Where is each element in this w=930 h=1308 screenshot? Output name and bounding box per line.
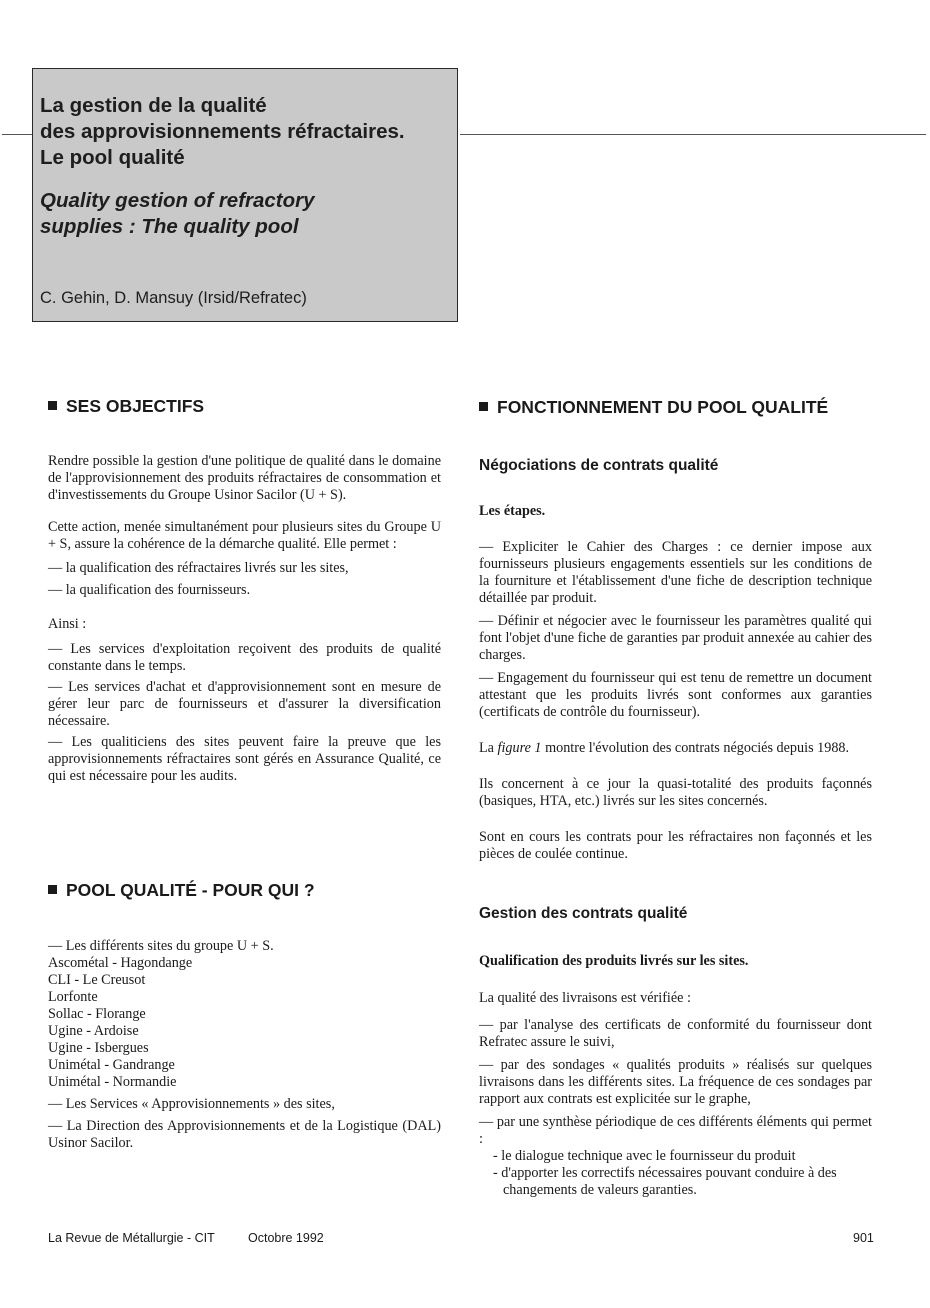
site-item: Unimétal - Gandrange	[48, 1057, 175, 1073]
objectifs-body	[48, 453, 441, 785]
concernent-paragraph: Ils concernent à ce jour la quasi-totalité des produits façonnés (basiques, HTA, etc.) livrés sur les sites concernés.	[479, 776, 872, 809]
subsection-title-gestion: Gestion des contrats qualité	[479, 905, 688, 922]
header-rule-left	[2, 134, 32, 135]
footer-journal: La Revue de Métallurgie - CIT	[48, 1231, 215, 1245]
page-number: 901	[853, 1231, 874, 1245]
objectifs-item: — la qualification des fournisseurs.	[48, 582, 251, 598]
gestion-intro: La qualité des livraisons est vérifiée :	[479, 990, 691, 1006]
etape-item: — Expliciter le Cahier des Charges : ce dernier impose aux fournisseurs plusieurs engagements essentiels sur les conditions de la fourniture et l'établissement d'une fiche de description technique détaillée par produit.	[479, 539, 872, 606]
site-item: Unimétal - Normandie	[48, 1074, 177, 1090]
title-english	[40, 188, 315, 240]
square-bullet-icon	[48, 885, 57, 894]
subsection-title-negociations: Négociations de contrats qualité	[479, 457, 719, 474]
objectifs-paragraph-2: Cette action, menée simultanément pour plusieurs sites du Groupe U + S, assure la cohérence de la démarche qualité. Elle permet :	[48, 519, 441, 552]
encours-paragraph: Sont en cours les contrats pour les réfractaires non façonnés et les pièces de coulée continue.	[479, 829, 872, 862]
site-item: Ascométal - Hagondange	[48, 955, 193, 971]
title-fr-line-2: des approvisionnements réfractaires.	[40, 120, 405, 143]
etapes-body	[479, 539, 872, 863]
etape-item: — Définir et négocier avec le fournisseur les paramètres qualité qui font l'objet d'une fiche de garanties par produit annexée au cahier des charges.	[479, 613, 872, 663]
gestion-sub-item: - le dialogue technique avec le fournisseur du produit	[493, 1148, 796, 1164]
section-title-pool-text: POOL QUALITÉ - POUR QUI ?	[66, 880, 315, 900]
square-bullet-icon	[479, 402, 488, 411]
site-item: Ugine - Isbergues	[48, 1040, 149, 1056]
header-rule-right	[460, 134, 926, 135]
pool-body	[48, 938, 441, 1152]
qualification-label: Qualification des produits livrés sur les sites.	[479, 953, 749, 969]
title-box	[32, 68, 458, 322]
ainsi-item: — Les services d'exploitation reçoivent des produits de qualité constante dans le temps.	[48, 641, 441, 674]
site-item: Sollac - Florange	[48, 1006, 146, 1022]
section-title-objectifs	[48, 396, 204, 417]
site-item: CLI - Le Creusot	[48, 972, 146, 988]
objectifs-item: — la qualification des réfractaires livrés sur les sites,	[48, 560, 349, 576]
ainsi-item: — Les qualiticiens des sites peuvent faire la preuve que les approvisionnements réfractaires sont gérés en Assurance Qualité, ce qui est nécessaire pour les audits.	[48, 734, 441, 784]
figure-paragraph	[479, 740, 872, 757]
title-fr-line-3: Le pool qualité	[40, 146, 185, 169]
objectifs-paragraph-1: Rendre possible la gestion d'une politique de qualité dans le domaine de l'approvisionnement des produits réfractaires de consommation et d'investissements du Groupe Usinor Sacilor (U + S).	[48, 453, 441, 503]
pool-intro: — Les différents sites du groupe U + S.	[48, 938, 274, 954]
title-en-line-2: supplies : The quality pool	[40, 215, 299, 238]
gestion-item: — par des sondages « qualités produits » réalisés sur quelques livraisons dans les différents sites. La fréquence de ces sondages par rapport aux contrats est explicitée sur le graphe,	[479, 1057, 872, 1107]
gestion-item: — par l'analyse des certificats de conformité du fournisseur dont Refratec assure le suivi,	[479, 1017, 872, 1050]
figure-reference: figure 1	[497, 740, 542, 756]
section-title-objectifs-text: SES OBJECTIFS	[66, 396, 205, 416]
ainsi-label: Ainsi :	[48, 616, 87, 632]
etapes-label: Les étapes.	[479, 503, 546, 519]
authors: C. Gehin, D. Mansuy (Irsid/Refratec)	[40, 289, 307, 307]
section-title-fonctionnement-text: FONCTIONNEMENT DU POOL QUALITÉ	[497, 397, 829, 417]
gestion-sub-item: - d'apporter les correctifs nécessaires pouvant conduire à des changements de valeurs garanties.	[493, 1165, 837, 1198]
gestion-body	[479, 990, 872, 1199]
section-title-fonctionnement	[479, 397, 828, 418]
etape-item: — Engagement du fournisseur qui est tenu de remettre un document attestant que les produits livrés sont conformes aux garanties (certificats de contrôle du fournisseur).	[479, 670, 872, 720]
figure-post-text: montre l'évolution des contrats négociés depuis 1988.	[541, 740, 850, 756]
title-french	[40, 93, 405, 171]
section-title-pool	[48, 880, 315, 901]
ainsi-item: — Les services d'achat et d'approvisionnement sont en mesure de gérer leur parc de fournisseurs et d'assurer la diversification nécessaire.	[48, 679, 441, 729]
square-bullet-icon	[48, 401, 57, 410]
figure-pre-text: La	[479, 740, 498, 756]
title-fr-line-1: La gestion de la qualité	[40, 94, 267, 117]
site-item: Lorfonte	[48, 989, 98, 1005]
pool-services: — Les Services « Approvisionnements » des sites,	[48, 1096, 335, 1112]
footer-date: Octobre 1992	[248, 1231, 324, 1245]
title-en-line-1: Quality gestion of refractory	[40, 189, 315, 212]
site-item: Ugine - Ardoise	[48, 1023, 139, 1039]
pool-direction: — La Direction des Approvisionnements et de la Logistique (DAL) Usinor Sacilor.	[48, 1118, 441, 1151]
gestion-item: — par une synthèse périodique de ces différents éléments qui permet :	[479, 1114, 872, 1147]
